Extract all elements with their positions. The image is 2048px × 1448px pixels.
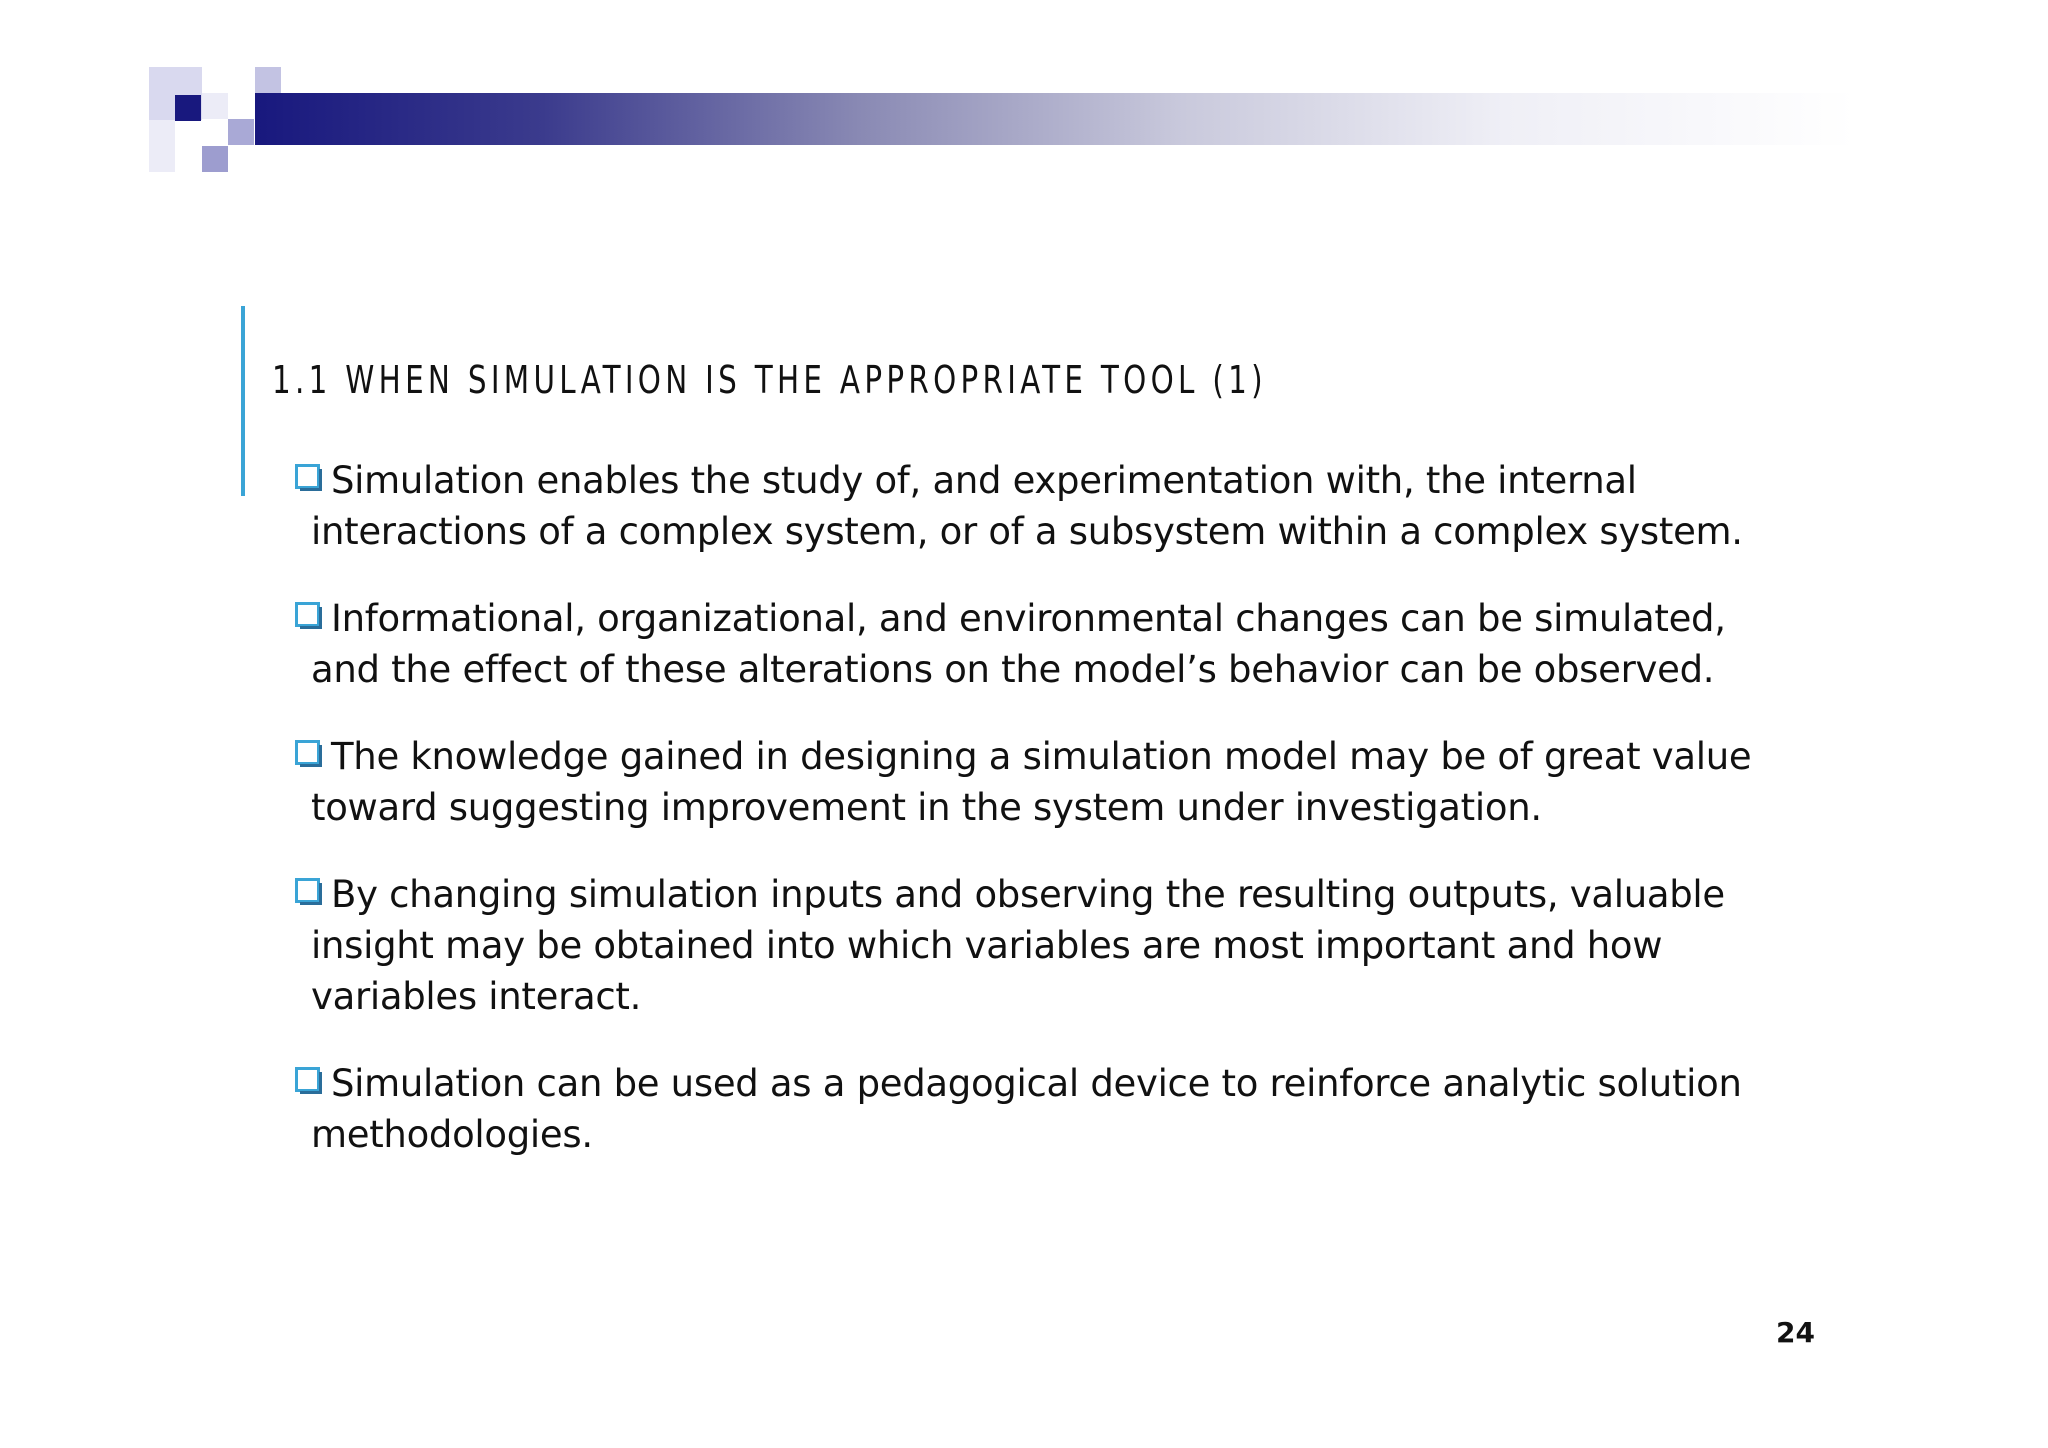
hollow-square-bullet-icon	[295, 878, 323, 906]
bullet-text: Simulation can be used as a pedagogical device to reinforce analytic solution methodologies.	[311, 1062, 1742, 1156]
page-number: 24	[1776, 1316, 1815, 1349]
bullet-item	[295, 1058, 1775, 1160]
hollow-square-bullet-icon	[295, 1067, 323, 1095]
bullet-item	[295, 731, 1775, 833]
hollow-square-bullet-icon	[295, 602, 323, 630]
bullet-item	[295, 455, 1775, 557]
bullet-text: Simulation enables the study of, and experimentation with, the internal interactions of a complex system, or of a subsystem within a complex system.	[311, 459, 1743, 553]
bullet-text: By changing simulation inputs and observing the resulting outputs, valuable insight may be obtained into which variables are most important and how variables interact.	[311, 873, 1725, 1018]
header-square	[255, 67, 281, 93]
header-square	[149, 120, 175, 172]
title-accent-line	[241, 306, 245, 496]
hollow-square-bullet-icon	[295, 740, 323, 768]
bullet-item	[295, 593, 1775, 695]
bullet-list	[295, 455, 1775, 1196]
header-square	[175, 95, 201, 121]
bullet-text: The knowledge gained in designing a simulation model may be of great value toward suggesting improvement in the system under investigation.	[311, 735, 1752, 829]
header-square	[202, 93, 228, 119]
header-square	[228, 119, 254, 145]
header-square	[202, 146, 228, 172]
bullet-text: Informational, organizational, and environmental changes can be simulated, and the effect of these alterations on the model’s behavior can be observed.	[311, 597, 1726, 691]
header-gradient-band	[255, 93, 1855, 145]
header-decoration	[0, 0, 2048, 200]
bullet-item	[295, 869, 1775, 1022]
hollow-square-bullet-icon	[295, 464, 323, 492]
slide-title: 1.1 WHEN SIMULATION IS THE APPROPRIATE TOOL (1)	[272, 358, 1267, 402]
